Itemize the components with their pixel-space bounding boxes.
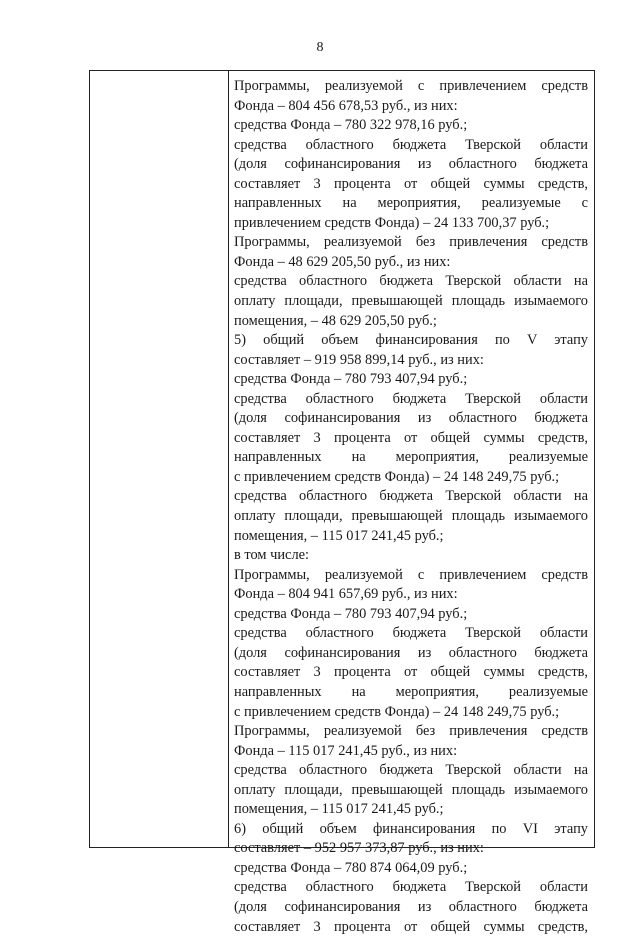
text-line: Фонда – 804 941 657,69 руб., из них: <box>234 586 458 603</box>
text-line: помещения, – 48 629 205,50 руб.; <box>234 312 437 329</box>
column-divider <box>228 71 229 847</box>
text-line: (доля софинансирования из областного бюджета <box>234 898 588 915</box>
text-line: помещения, – 115 017 241,45 руб.; <box>234 801 444 818</box>
text-line: составляет – 919 958 899,14 руб., из них: <box>234 351 484 368</box>
text-line: Программы, реализуемой без привлечения средств <box>234 234 588 251</box>
text-line: средства областного бюджета Тверской области <box>234 390 588 407</box>
text-line: (доля софинансирования из областного бюджета <box>234 410 588 427</box>
document-table <box>89 70 595 935</box>
text-line: средства областного бюджета Тверской области <box>234 136 588 153</box>
page-number: 8 <box>316 40 324 55</box>
text-line: оплату площади, превышающей площадь изымаемого <box>234 781 588 798</box>
text-line: составляет – 952 957 373,87 руб., из них: <box>234 840 484 857</box>
text-line: составляет 3 процента от общей суммы средств, <box>234 429 588 446</box>
text-line: Программы, реализуемой с привлечением средств <box>234 78 588 94</box>
text-line: 6) общий объем финансирования по VI этапу <box>234 820 588 837</box>
text-line: составляет 3 процента от общей суммы средств, <box>234 175 588 192</box>
text-line: с привлечением средств Фонда) – 24 148 249,75 руб.; <box>234 703 560 720</box>
text-line: средства областного бюджета Тверской области на <box>234 762 588 779</box>
text-line: в том числе: <box>234 547 310 564</box>
text-line: 5) общий объем финансирования по V этапу <box>234 332 588 349</box>
text-line: Программы, реализуемой без привлечения средств <box>234 723 588 740</box>
text-line: (доля софинансирования из областного бюджета <box>234 156 588 173</box>
text-line: средства Фонда – 780 793 407,94 руб.; <box>234 605 468 622</box>
text-line: средства Фонда – 780 793 407,94 руб.; <box>234 371 468 388</box>
text-line: средства областного бюджета Тверской области на <box>234 273 588 290</box>
text-line: составляет 3 процента от общей суммы средств, <box>234 918 588 935</box>
text-line: оплату площади, превышающей площадь изымаемого <box>234 508 588 525</box>
text-line: средства областного бюджета Тверской области <box>234 879 588 896</box>
text-line: направленных на мероприятия, реализуемые с <box>234 195 588 212</box>
text-line: (доля софинансирования из областного бюджета <box>234 644 588 661</box>
text-column-cell <box>234 77 588 937</box>
text-line: Программы, реализуемой с привлечением средств <box>234 566 588 583</box>
text-line: Фонда – 804 456 678,53 руб., из них: <box>234 97 458 114</box>
text-line: средства Фонда – 780 322 978,16 руб.; <box>234 117 468 134</box>
text-line: средства областного бюджета Тверской области на <box>234 488 588 505</box>
text-line: привлечением средств Фонда) – 24 133 700,37 руб.; <box>234 214 550 231</box>
text-line: помещения, – 115 017 241,45 руб.; <box>234 527 444 544</box>
text-line: оплату площади, превышающей площадь изымаемого <box>234 293 588 310</box>
text-line: средства Фонда – 780 874 064,09 руб.; <box>234 859 468 876</box>
text-line: направленных на мероприятия, реализуемые <box>234 449 588 466</box>
text-line: Фонда – 48 629 205,50 руб., из них: <box>234 253 451 270</box>
text-line: с привлечением средств Фонда) – 24 148 249,75 руб.; <box>234 468 560 485</box>
text-line: средства областного бюджета Тверской области <box>234 625 588 642</box>
text-line: направленных на мероприятия, реализуемые <box>234 683 588 700</box>
text-line: составляет 3 процента от общей суммы средств, <box>234 664 588 681</box>
text-line: Фонда – 115 017 241,45 руб., из них: <box>234 742 458 759</box>
